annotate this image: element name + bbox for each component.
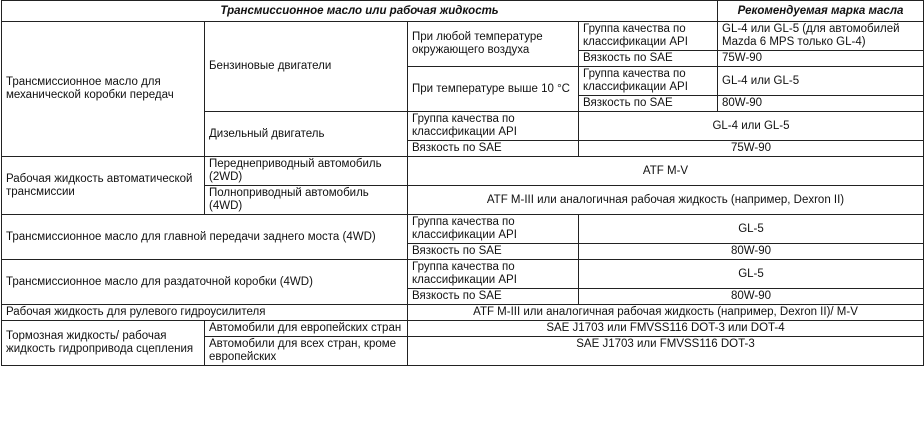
manual-title: Трансмиссионное масло для механической коробки передач: [2, 22, 205, 157]
table-row: [2, 215, 924, 244]
auto-fwd-val: ATF M-V: [408, 157, 924, 186]
sae-label: Вязкость по SAE: [408, 289, 579, 305]
manual-diesel-api: GL-4 или GL-5: [579, 112, 924, 141]
auto-awd: Полноприводный автомобиль (4WD): [205, 186, 408, 215]
fluids-table: [1, 0, 924, 366]
manual-diesel-sae: 75W-90: [579, 141, 924, 157]
rear-axle-api: GL-5: [579, 215, 924, 244]
transfer-title: Трансмиссионное масло для раздаточной коробки (4WD): [2, 260, 408, 305]
manual-above10-sae: 80W-90: [718, 96, 924, 112]
brake-eu: Автомобили для европейских стран: [205, 321, 408, 337]
manual-any-temp: При любой температуре окружающего воздуха: [408, 22, 579, 67]
sae-label: Вязкость по SAE: [579, 96, 718, 112]
sae-label: Вязкость по SAE: [579, 51, 718, 67]
rear-axle-title: Трансмиссионное масло для главной передачи заднего моста (4WD): [2, 215, 408, 260]
manual-above10: При температуре выше 10 °C: [408, 67, 579, 112]
auto-title: Рабочая жидкость автоматической трансмиссии: [2, 157, 205, 215]
header-row: [2, 1, 924, 22]
table-row: [2, 305, 924, 321]
auto-fwd: Переднеприводный автомобиль (2WD): [205, 157, 408, 186]
steering-val: ATF M-III или аналогичная рабочая жидкость (например, Dexron II)/ M-V: [408, 305, 924, 321]
manual-diesel: Дизельный двигатель: [205, 112, 408, 157]
table-row: [2, 321, 924, 337]
api-label: Группа качества по классификации API: [408, 260, 579, 289]
sae-label: Вязкость по SAE: [408, 244, 579, 260]
steering-title: Рабочая жидкость для рулевого гидроусилителя: [2, 305, 408, 321]
brake-other-val: SAE J1703 или FMVSS116 DOT-3: [408, 337, 924, 366]
api-label: Группа качества по классификации API: [408, 215, 579, 244]
header-recommended: Рекомендуемая марка масла: [718, 1, 924, 22]
rear-axle-sae: 80W-90: [579, 244, 924, 260]
header-fluid: Трансмиссионное масло или рабочая жидкость: [2, 1, 718, 22]
table-row: [2, 157, 924, 186]
auto-awd-val: ATF M-III или аналогичная рабочая жидкость (например, Dexron II): [408, 186, 924, 215]
manual-gasoline: Бензиновые двигатели: [205, 22, 408, 112]
brake-other: Автомобили для всех стран, кроме европейских: [205, 337, 408, 366]
sae-label: Вязкость по SAE: [408, 141, 579, 157]
manual-any-api: GL-4 или GL-5 (для автомобилей Mazda 6 MPS только GL-4): [718, 22, 924, 51]
transfer-api: GL-5: [579, 260, 924, 289]
manual-above10-api: GL-4 или GL-5: [718, 67, 924, 96]
brake-title: Тормозная жидкость/ рабочая жидкость гидропривода сцепления: [2, 321, 205, 366]
transfer-sae: 80W-90: [579, 289, 924, 305]
api-label: Группа качества по классификации API: [579, 22, 718, 51]
manual-any-sae: 75W-90: [718, 51, 924, 67]
brake-eu-val: SAE J1703 или FMVSS116 DOT-3 или DOT-4: [408, 321, 924, 337]
api-label: Группа качества по классификации API: [579, 67, 718, 96]
table-row: [2, 260, 924, 289]
table-row: [2, 22, 924, 51]
api-label: Группа качества по классификации API: [408, 112, 579, 141]
